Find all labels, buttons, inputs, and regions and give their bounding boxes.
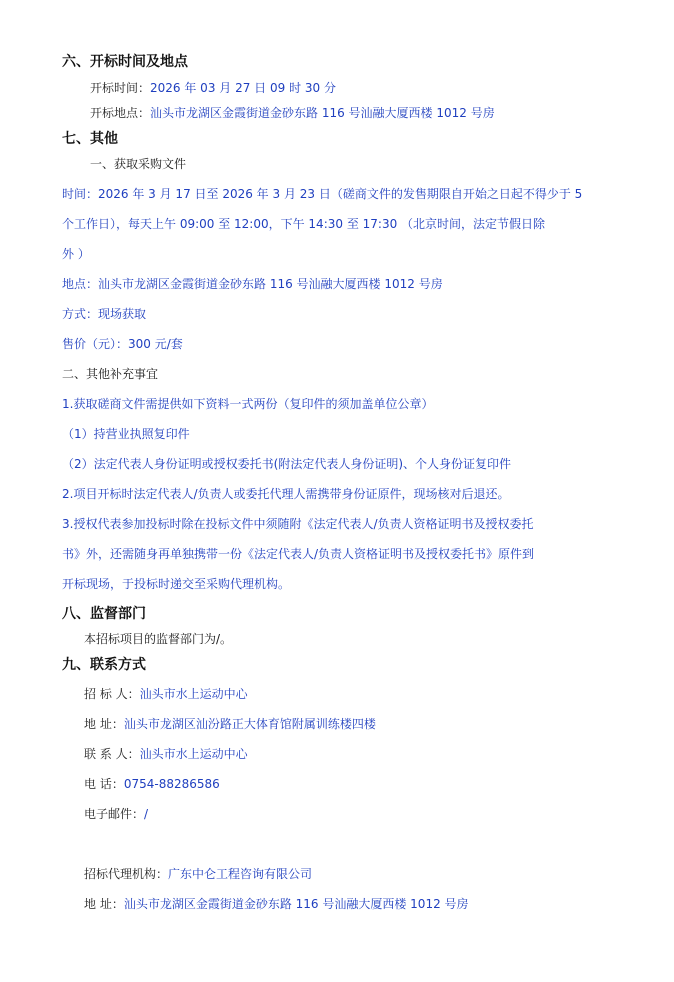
section7-heading: 七、其他 [62, 131, 118, 147]
section9-heading: 九、联系方式 [62, 657, 146, 673]
open-place-row [90, 105, 495, 121]
obtain-place: 地点：汕头市龙湖区金霞街道金砂东路 116 号汕融大厦西楼 1012 号房 [62, 277, 443, 291]
contact-label: 联 系 人： [84, 747, 140, 761]
section6-heading: 六、开标时间及地点 [62, 54, 188, 70]
tenderer-row [84, 686, 248, 702]
section8-heading: 八、监督部门 [62, 606, 146, 622]
phone-value: 0754-88286586 [123, 777, 220, 791]
tenderer-label: 招 标 人： [84, 687, 140, 701]
supervision-text: 本招标项目的监督部门为/。 [84, 632, 233, 646]
open-time-row [90, 80, 336, 96]
agency-address-row [84, 896, 469, 912]
open-time-label: 开标时间： [90, 81, 151, 95]
phone-label: 电 话： [84, 777, 124, 791]
tenderer-value: 汕头市水上运动中心 [139, 687, 248, 701]
agency-address-label: 地 址： [84, 897, 124, 911]
other-item-3-line-1: 3.授权代表参加投标时除在投标文件中须随附《法定代表人/负责人资格证明书及授权委托 [62, 517, 534, 531]
agency-label: 招标代理机构： [84, 867, 169, 881]
other-item-1b: （2）法定代表人身份证明或授权委托书(附法定代表人身份证明)、个人身份证复印件 [62, 457, 512, 471]
agency-value: 广东中仑工程咨询有限公司 [168, 867, 313, 881]
phone-row [84, 776, 220, 792]
email-value: / [144, 807, 149, 821]
other-item-3-line-3: 开标现场，于投标时递交至采购代理机构。 [62, 577, 291, 591]
other-item-2: 2.项目开标时法定代表人/负责人或委托代理人需携带身份证原件，现场核对后退还。 [62, 487, 510, 501]
open-place-label: 开标地点： [90, 106, 151, 120]
other-item-1: 1.获取磋商文件需提供如下资料一式两份（复印件的须加盖单位公章） [62, 397, 434, 411]
subheading-obtain-docs: 一、获取采购文件 [90, 157, 187, 171]
other-item-1a: （1）持营业执照复印件 [62, 427, 190, 441]
obtain-time-line-2: 个工作日），每天上午 09:00 至 12:00，下午 14:30 至 17:30 （北京时间，法定节假日除 [62, 217, 546, 231]
other-item-3-line-2: 书》外，还需随身再单独携带一份《法定代表人/负责人资格证明书及授权委托书》原件到 [62, 547, 535, 561]
contact-row [84, 746, 248, 762]
address-label: 地 址： [84, 717, 124, 731]
obtain-time-line-1: 时间：2026 年 3 月 17 日至 2026 年 3 月 23 日（磋商文件的发售期限自开始之日起不得少于 5 [62, 187, 583, 201]
obtain-method: 方式：现场获取 [62, 307, 147, 321]
obtain-price: 售价（元）：300 元/套 [62, 337, 183, 351]
agency-row [84, 866, 312, 882]
contact-value: 汕头市水上运动中心 [139, 747, 248, 761]
email-row [84, 806, 148, 822]
obtain-time-line-3: 外 ） [62, 247, 90, 261]
address-value: 汕头市龙湖区汕汾路正大体育馆附属训练楼四楼 [123, 717, 376, 731]
subheading-other-matters: 二、其他补充事宜 [62, 367, 159, 381]
open-time-value: 2026 年 03 月 27 日 09 时 30 分 [150, 81, 336, 95]
open-place-value: 汕头市龙湖区金霞街道金砂东路 116 号汕融大厦西楼 1012 号房 [150, 106, 495, 120]
agency-address-value: 汕头市龙湖区金霞街道金砂东路 116 号汕融大厦西楼 1012 号房 [123, 897, 469, 911]
address-row [84, 716, 376, 732]
email-label: 电子邮件： [84, 807, 145, 821]
